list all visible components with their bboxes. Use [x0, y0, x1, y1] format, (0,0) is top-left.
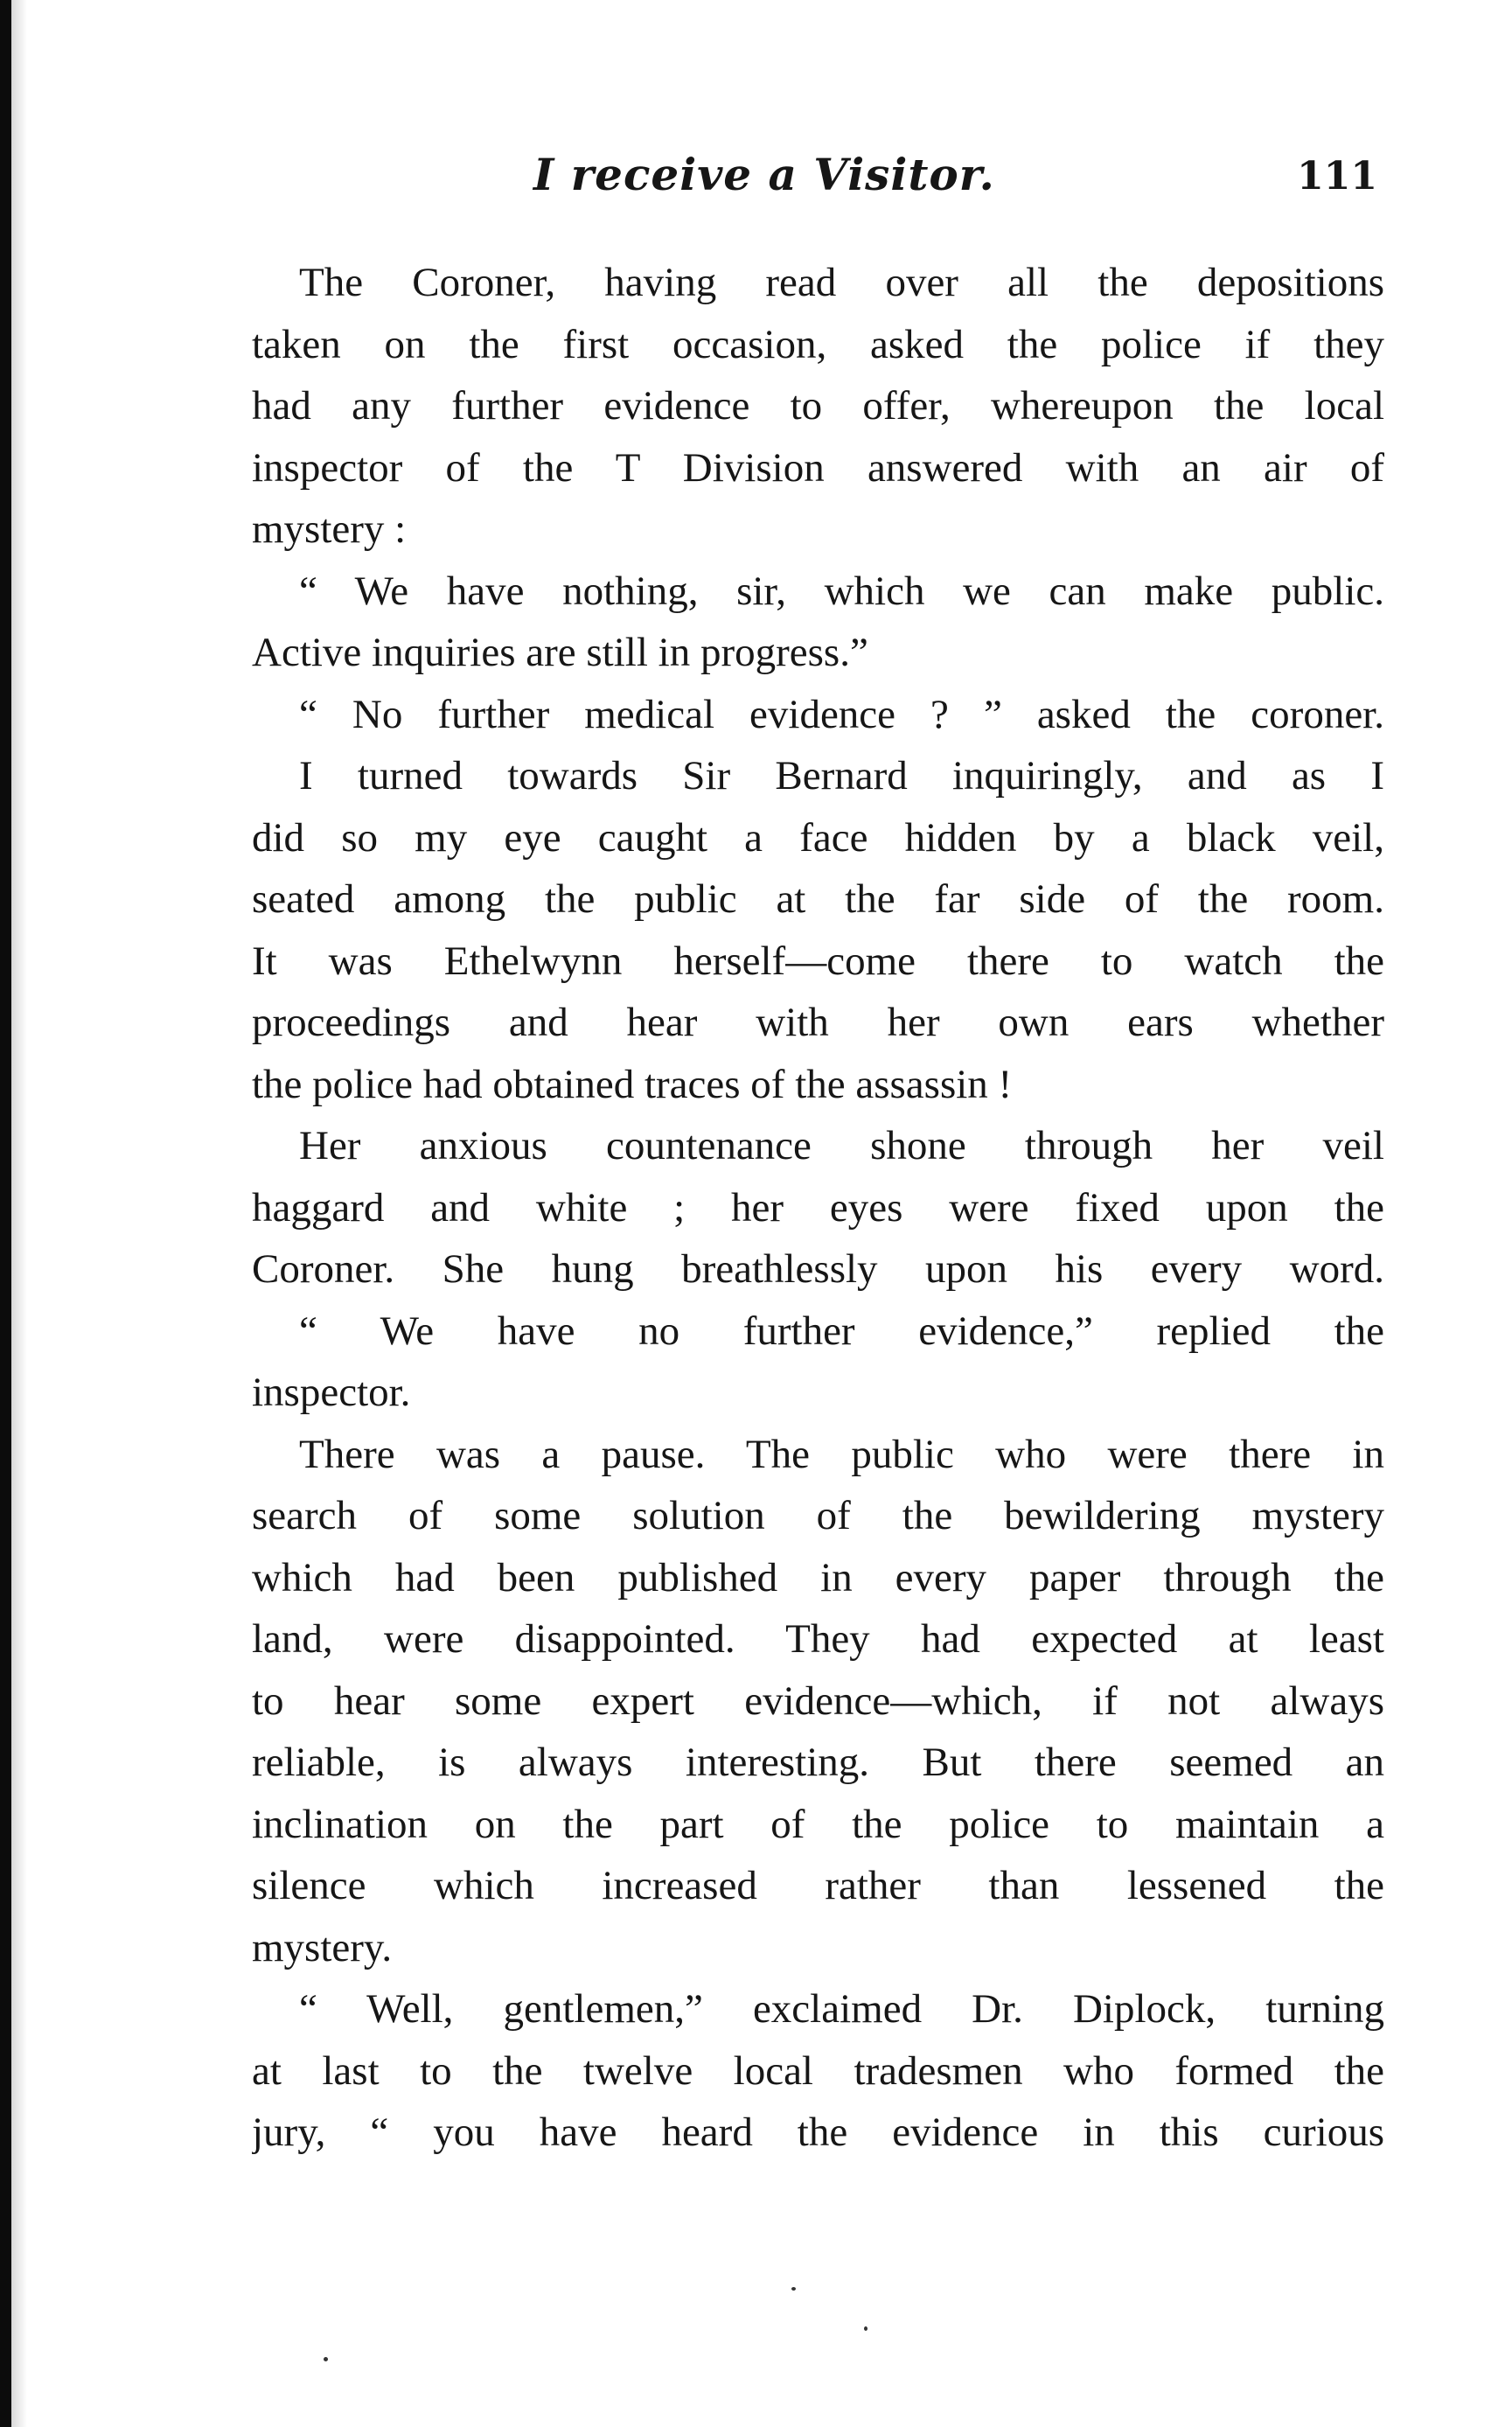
text-line: “ No further medical evidence ? ” asked the coroner. [299, 691, 1384, 737]
text-line: mystery : [252, 506, 407, 552]
text-line: taken on the first occasion, asked the police if they [252, 321, 1384, 367]
text-line: Active inquiries are still in progress.” [252, 630, 868, 675]
text-line: at last to the twelve local tradesmen who formed the [252, 2047, 1384, 2094]
text-line: to hear some expert evidence—which, if not always [252, 1677, 1384, 1724]
text-line: Coroner. She hung breathlessly upon his every word. [252, 1246, 1384, 1292]
text-line: inspector. [252, 1370, 411, 1415]
text-line: which had been published in every paper through the [252, 1554, 1384, 1601]
text-line: It was Ethelwynn herself—come there to watch the [252, 938, 1384, 984]
text-line: silence which increased rather than lessened the [252, 1863, 1384, 1908]
page-number: 111 [1297, 154, 1377, 199]
running-header [254, 149, 1382, 227]
text-line: reliable, is always interesting. But there seemed an [252, 1740, 1384, 1785]
text-line: I turned towards Sir Bernard inquiringly, and as I [299, 753, 1384, 799]
running-title: I receive a Visitor. [533, 149, 995, 200]
text-line: jury, “ you have heard the evidence in this curious [252, 2110, 1384, 2155]
ink-speck [791, 2287, 796, 2291]
text-line: haggard and white ; her eyes were fixed upon the [252, 1184, 1384, 1231]
text-line: did so my eye caught a face hidden by a black veil, [252, 814, 1384, 861]
text-line: “ We have no further evidence,” replied the [299, 1308, 1384, 1354]
text-line: had any further evidence to offer, whereupon the local [252, 383, 1384, 429]
page-spine-edge [0, 0, 11, 2427]
ink-speck [324, 2357, 328, 2361]
text-line: The Coroner, having read over all the depositions [299, 260, 1384, 305]
page-gutter-shadow [11, 0, 27, 2427]
text-line: land, were disappointed. They had expected at least [252, 1616, 1384, 1662]
ink-speck [864, 2326, 867, 2331]
text-line: inspector of the T Division answered with an air of [252, 444, 1384, 491]
text-line: inclination on the part of the police to maintain a [252, 1801, 1384, 1847]
text-line: Her anxious countenance shone through her veil [299, 1123, 1384, 1168]
body-text [252, 252, 1384, 2164]
text-line: seated among the public at the far side of the room. [252, 876, 1384, 922]
text-line: search of some solution of the bewildering mystery [252, 1493, 1384, 1538]
text-line: “ Well, gentlemen,” exclaimed Dr. Diplock, turning [299, 1986, 1384, 2032]
text-line: “ We have nothing, sir, which we can make public. [299, 568, 1384, 614]
text-line: There was a pause. The public who were there in [299, 1431, 1384, 1477]
text-line: proceedings and hear with her own ears whether [252, 1000, 1384, 1045]
text-line: mystery. [252, 1924, 393, 1970]
text-line: the police had obtained traces of the assassin ! [252, 1061, 1013, 1107]
